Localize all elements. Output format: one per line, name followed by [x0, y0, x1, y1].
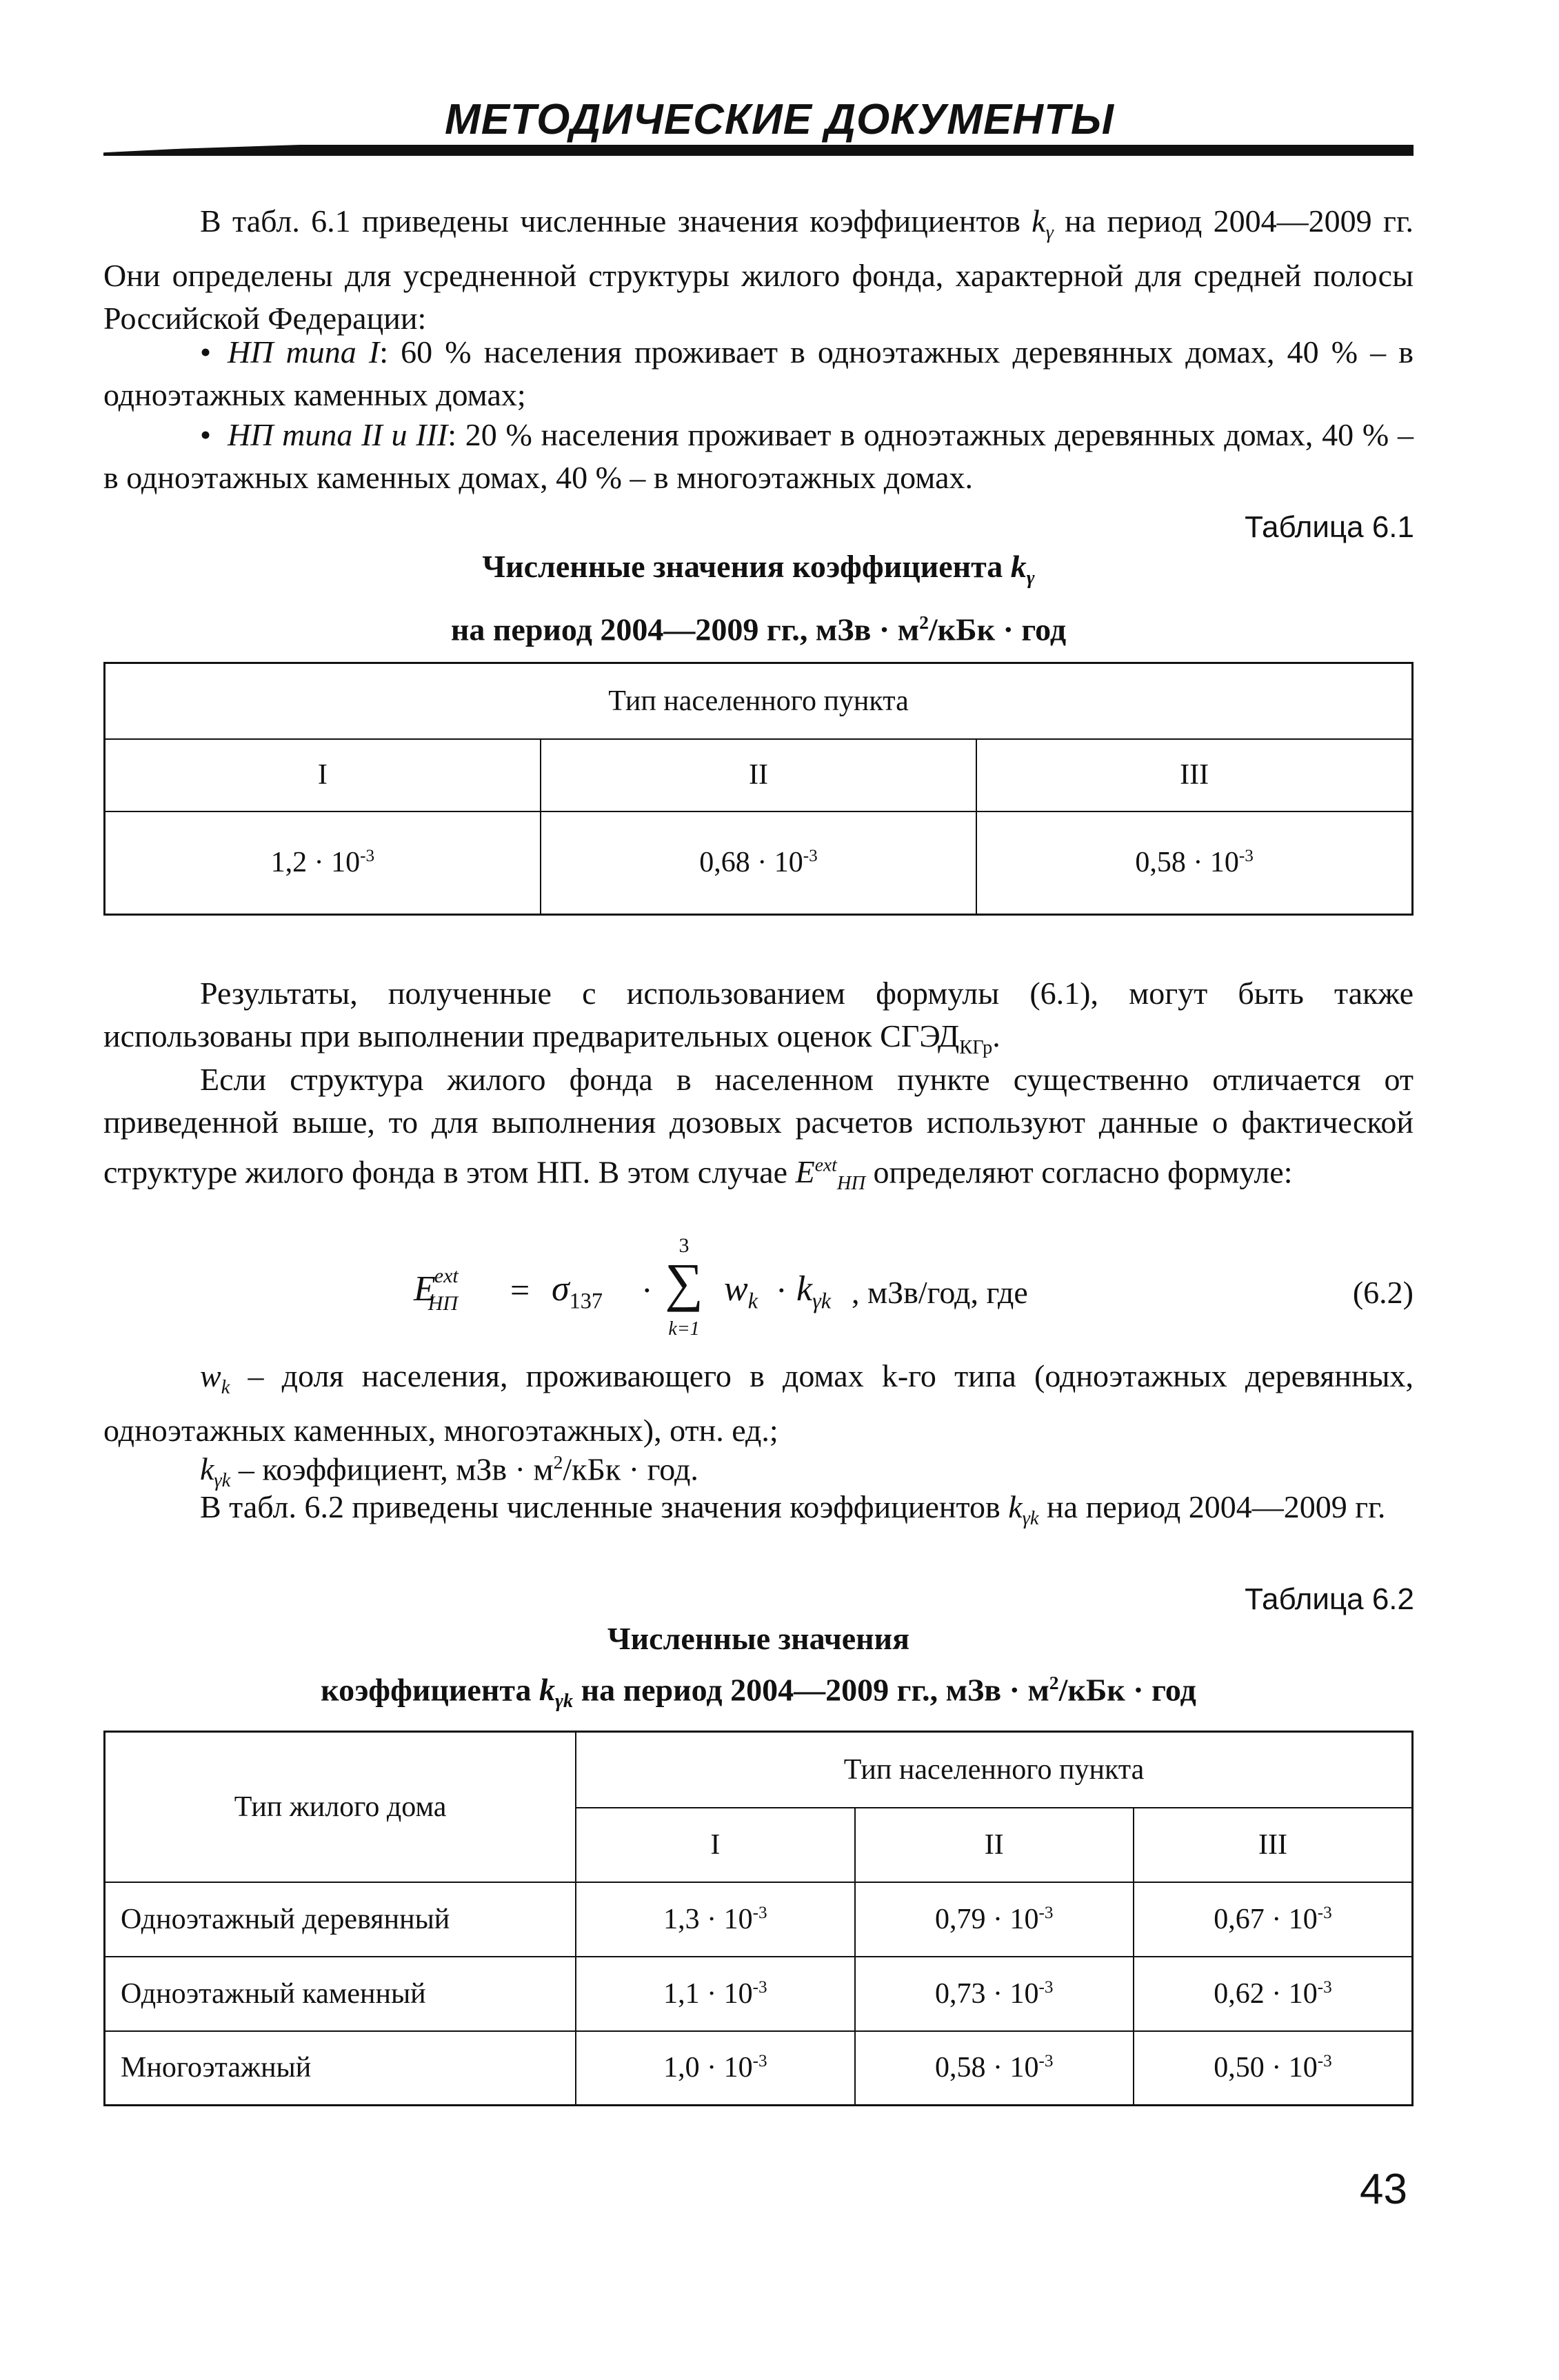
table2-value-cell: $1,1 \cdot 10^{-3}$: [576, 1957, 854, 2031]
table2-value-cell: $0,73 \cdot 10^{-3}$: [855, 1957, 1134, 2031]
formula-k: $k_{\gamma k}$: [796, 1269, 832, 1313]
table1-value-cell: $0,68 \cdot 10^{-3}$: [541, 811, 976, 915]
table-label-6-2: Таблица 6.2: [1245, 1582, 1414, 1616]
table1-col-header: II: [541, 739, 976, 811]
table1-col-header: I: [105, 739, 541, 811]
table2-value-cell: $0,50 \cdot 10^{-3}$: [1134, 2031, 1412, 2106]
e-ext-symbol: $E^{ext}_{НП}$: [795, 1154, 866, 1195]
table2-value-cell: $1,0 \cdot 10^{-3}$: [576, 2031, 854, 2106]
formula-dot: ·: [776, 1271, 787, 1309]
intro-paragraph: В табл. 6.1 приведены численные значения коэффициентов $k_\gamma$ на период 2004—2009 гг. Они определены для усредненной структуры жилого фонда, характерной для средней полосы Российской Федерации:: [103, 203, 1414, 336]
bullet-icon: •: [200, 334, 212, 370]
table2-value-cell: $0,62 \cdot 10^{-3}$: [1134, 1957, 1412, 2031]
sum-upper-limit: 3: [678, 1234, 690, 1257]
bullet-type-1: • НП типа I: 60 % населения проживает в одноэтажных деревянных домах, 40 % – в одноэтажных каменных домах;: [103, 331, 1414, 416]
table1-value-cell: $0,58 \cdot 10^{-3}$: [976, 811, 1412, 915]
table2-intro-paragraph: В табл. 6.2 приведены численные значения коэффициентов $k_{\gamma k}$ на период 2004—2009 гг.: [200, 1489, 1386, 1530]
structure-paragraph: Если структура жилого фонда в населенном пункте существенно отличается от приведенной выше, то для выполнения дозовых расчетов используют данные о фактической структуре жилого фонда в этом НП. В этом случае $E^{ext}_{НП}$ определяют согласно формуле:: [103, 1062, 1414, 1195]
table1-col-header: III: [976, 739, 1412, 811]
table2-col-header: I: [576, 1808, 854, 1882]
formula-units: , мЗв/год, где: [852, 1275, 1028, 1310]
formula-dot: ·: [641, 1271, 653, 1309]
table-row: [105, 2031, 1413, 2106]
page-number: 43: [1360, 2166, 1407, 2213]
table2-value-cell: $0,67 \cdot 10^{-3}$: [1134, 1882, 1412, 1957]
table2-col-header: II: [855, 1808, 1134, 1882]
k-gamma-symbol: $k_\gamma$: [1032, 203, 1054, 244]
definition-w: $w_k$ – доля населения, проживающего в домах k-го типа (одноэтажных деревянных, одноэтажных каменных, многоэтажных), отн. ед.;: [103, 1358, 1414, 1449]
table2-value-cell: $1,3 \cdot 10^{-3}$: [576, 1882, 854, 1957]
table1-group-header: Тип населенного пункта: [105, 663, 1413, 739]
table-row: [105, 1882, 1413, 1957]
table1-value-cell: $1,2 \cdot 10^{-3}$: [105, 811, 541, 915]
formula-6-2: [103, 1234, 1414, 1365]
table-label-6-1: Таблица 6.1: [1245, 510, 1414, 544]
definition-k: $k_{\gamma k}$ – коэффициент, мЗв · $м^2$/кБк · год.: [200, 1451, 698, 1492]
table-caption-6-2: Численные значения коэффициента $k_{\gamma k}$ на период 2004—2009 гг., мЗв · $м^2$/кБк · год: [321, 1621, 1196, 1713]
sum-lower-limit: k=1: [668, 1318, 700, 1340]
table2-row-label: Многоэтажный: [105, 2031, 576, 2106]
table-6-1: [103, 662, 1414, 916]
results-paragraph: Результаты, полученные с использованием формулы (6.1), могут быть также использованы при выполнении предварительных оценок $СГЭД_{КГр}$.: [103, 976, 1414, 1059]
table2-group-header: Тип населенного пункта: [576, 1732, 1412, 1808]
table2-value-cell: $0,58 \cdot 10^{-3}$: [855, 2031, 1134, 2106]
table-caption-6-1: Численные значения коэффициента $k_\gamma$ на период 2004—2009 гг., мЗв · $м^2$/кБк · год: [450, 549, 1067, 647]
formula-w: $w_k$: [724, 1269, 758, 1313]
bullet-type-2-3: • НП типа II и III: 20 % населения проживает в одноэтажных деревянных домах, 40 % – в одноэтажных каменных домах, 40 % – в многоэтажных домах.: [103, 414, 1414, 499]
formula-number: (6.2): [1352, 1275, 1414, 1310]
table2-row-header: Тип жилого дома: [105, 1732, 576, 1882]
table-row: [105, 1957, 1413, 2031]
header-rule: [103, 145, 1414, 156]
table2-row-label: Одноэтажный деревянный: [105, 1882, 576, 1957]
formula-sigma: $\sigma_{137}$: [552, 1269, 603, 1313]
table2-value-cell: $0,79 \cdot 10^{-3}$: [855, 1882, 1134, 1957]
formula-lhs: $E^{ext}_{НП}$: [414, 1264, 459, 1315]
running-header: МЕТОДИЧЕСКИЕ ДОКУМЕНТЫ: [445, 96, 1114, 143]
table2-row-label: Одноэтажный каменный: [105, 1957, 576, 2031]
sum-sign: ∑: [665, 1252, 703, 1312]
bullet-icon: •: [200, 417, 212, 452]
table2-col-header: III: [1134, 1808, 1412, 1882]
table-6-2: [103, 1731, 1414, 2106]
formula-equals: =: [510, 1271, 530, 1309]
